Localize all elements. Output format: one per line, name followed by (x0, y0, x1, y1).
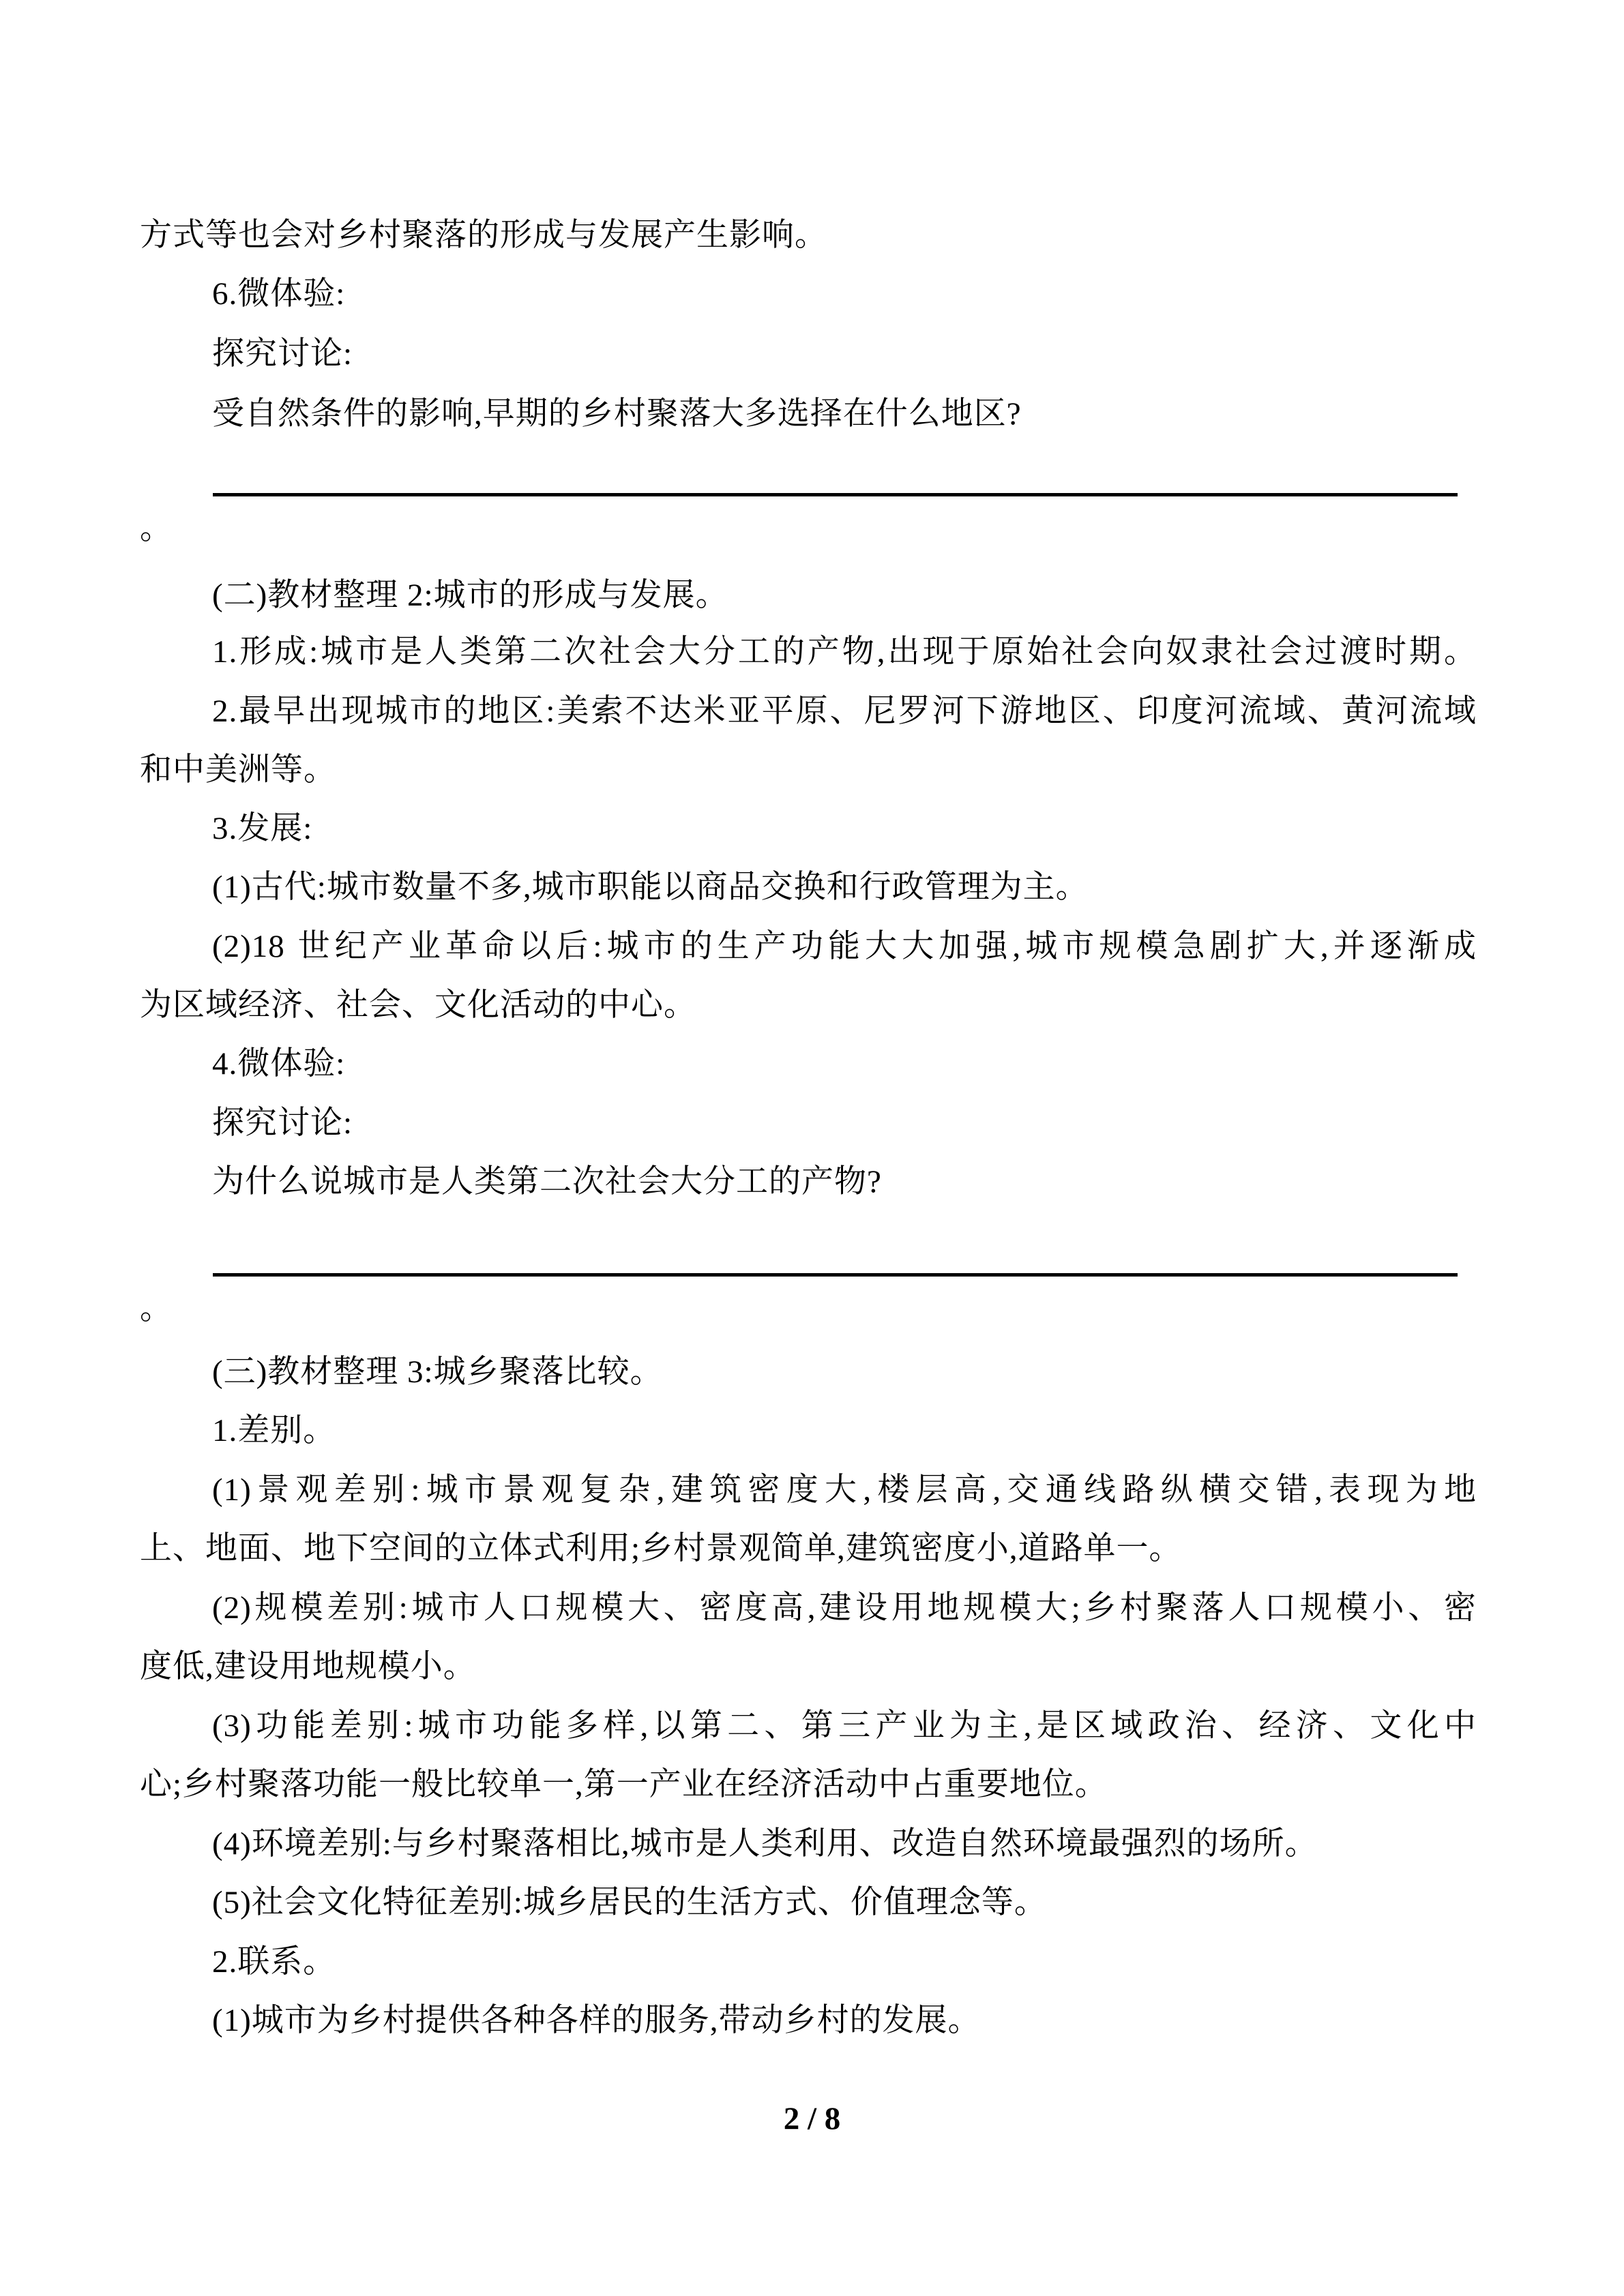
text-line: 心;乡村聚落功能一般比较单一,第一产业在经济活动中占重要地位。 (140, 1767, 1108, 1802)
text-line: 方式等也会对乡村聚落的形成与发展产生影响。 (140, 218, 827, 253)
text-line: 3.发展: (212, 811, 313, 846)
text-line: (1)城市为乡村提供各种各样的服务,带动乡村的发展。 (212, 2003, 981, 2038)
text-line: 。 (140, 1291, 173, 1326)
text-line: (三)教材整理 3:城乡聚落比较。 (212, 1354, 663, 1390)
text-line: 2.最早出现城市的地区:美索不达米亚平原、尼罗河下游地区、印度河流域、黄河流域 (212, 694, 1477, 729)
text-line: (1)古代:城市数量不多,城市职能以商品交换和行政管理为主。 (212, 869, 1089, 905)
text-line: 。 (140, 511, 173, 546)
text-line: (4)环境差别:与乡村聚落相比,城市是人类利用、改造自然环境最强烈的场所。 (212, 1826, 1318, 1862)
text-line: (2)规模差别:城市人口规模大、密度高,建设用地规模大;乡村聚落人口规模小、密 (212, 1590, 1477, 1626)
text-line: (二)教材整理 2:城市的形成与发展。 (212, 578, 728, 613)
text-line: 探究讨论: (212, 336, 353, 372)
text-line: 为区域经济、社会、文化活动的中心。 (140, 987, 696, 1023)
text-line: 受自然条件的影响,早期的乡村聚落大多选择在什么地区? (212, 396, 1022, 432)
text-line: 和中美洲等。 (140, 752, 336, 788)
text-line: (3)功能差别:城市功能多样,以第二、第三产业为主,是区域政治、经济、文化中 (212, 1708, 1477, 1744)
text-line: 上、地面、地下空间的立体式利用;乡村景观简单,建筑密度小,道路单一。 (140, 1531, 1182, 1566)
text-line: (5)社会文化特征差别:城乡居民的生活方式、价值理念等。 (212, 1885, 1047, 1920)
answer-blank-line (213, 1273, 1458, 1277)
text-line: 探究讨论: (212, 1105, 353, 1141)
text-line: 6.微体验: (212, 276, 346, 312)
text-line: 1.形成:城市是人类第二次社会大分工的产物,出现于原始社会向奴隶社会过渡时期。 (212, 634, 1477, 670)
text-line: 度低,建设用地规模小。 (140, 1649, 476, 1684)
text-line: (1)景观差别:城市景观复杂,建筑密度大,楼层高,交通线路纵横交错,表现为地 (212, 1472, 1477, 1508)
text-line: 2.联系。 (212, 1944, 336, 1980)
text-line: 4.微体验: (212, 1046, 346, 1082)
page-number: 2 / 8 (783, 2101, 841, 2136)
text-line: (2)18 世纪产业革命以后:城市的生产功能大大加强,城市规模急剧扩大,并逐渐成 (212, 929, 1477, 964)
text-line: 为什么说城市是人类第二次社会大分工的产物? (212, 1164, 882, 1199)
text-line: 1.差别。 (212, 1413, 336, 1448)
answer-blank-line (213, 493, 1458, 496)
